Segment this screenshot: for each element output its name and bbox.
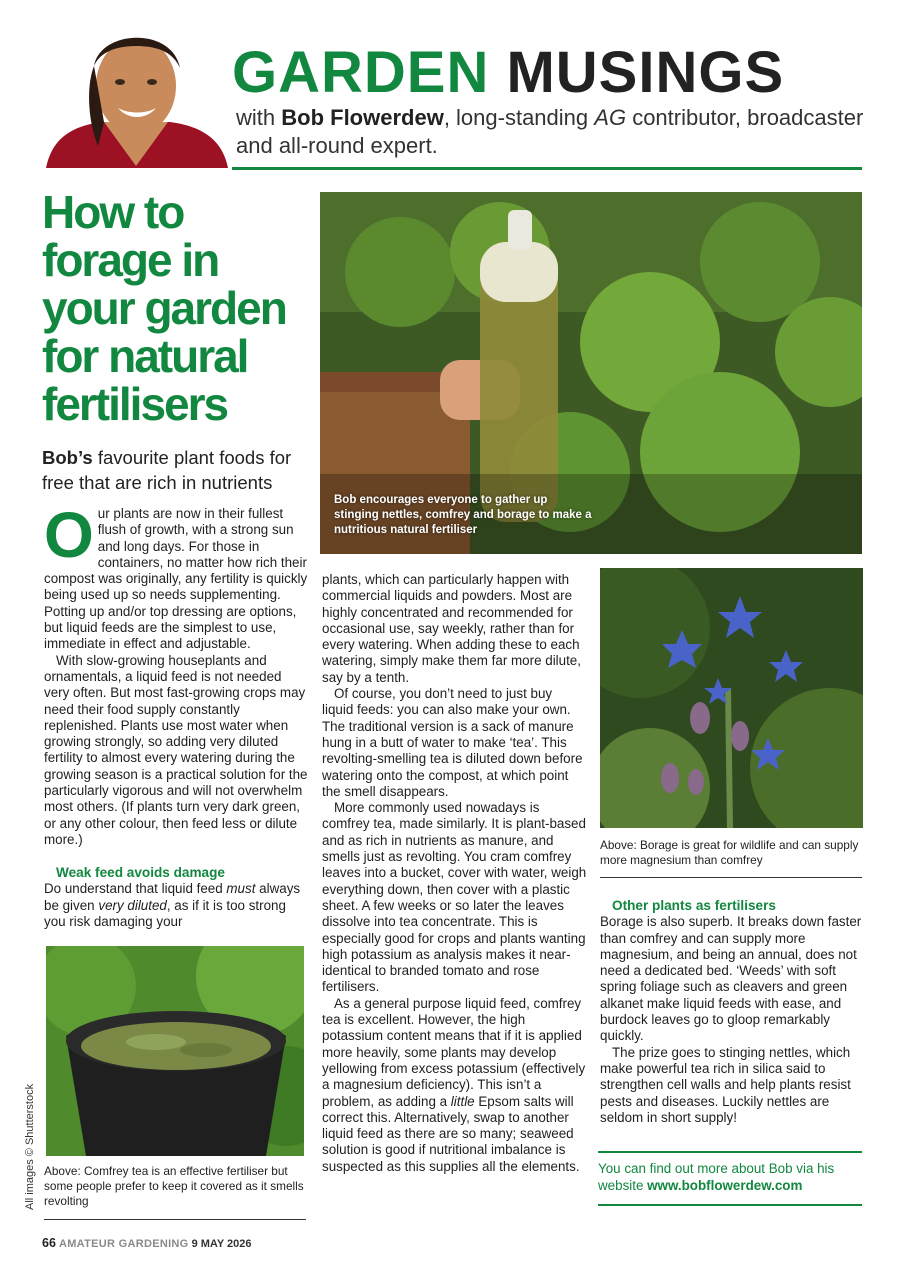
author-name: Bob Flowerdew	[281, 105, 444, 130]
page-number: 66	[42, 1236, 56, 1250]
image-credit: All images © Shutterstock	[24, 1083, 36, 1210]
section-subtitle	[236, 104, 876, 160]
page-footer	[42, 1236, 252, 1250]
drop-cap: O	[44, 499, 94, 571]
info-text: You can find out more about Bob via his website	[598, 1161, 835, 1193]
article-column-1	[44, 499, 309, 848]
comfrey-bucket-photo	[46, 946, 304, 1156]
issue-date: 9 MAY 2026	[191, 1238, 252, 1250]
subtitle-text-1: , long-standing	[443, 105, 589, 130]
subtitle-ag: AG	[594, 105, 627, 130]
main-photo-caption: Bob encourages everyone to gather up stinging nettles, comfrey and borage to make a nutritious natural fertiliser	[334, 494, 592, 536]
standfirst-bold: Bob’s	[42, 447, 93, 468]
info-rule-top	[598, 1151, 862, 1153]
article-standfirst	[42, 445, 312, 495]
paragraph-7: As a general purpose liquid feed, comfrey tea is excellent. However, the high potassium content means that if it is applied more heavily, some plants may develop yellowing from excess potassium (effectively a magnesium deficiency). This isn’t a problem, as adding a little Epsom salts will correct this. Alternatively, swap to another liquid feed as there are so many; seaweed solution is good if nutritional imbalance is suspected as this supplies all the elements.	[322, 995, 586, 1174]
borage-photo	[600, 568, 863, 828]
subtitle-with: with	[236, 105, 276, 130]
website-link[interactable]: www.bobflowerdew.com	[647, 1178, 803, 1193]
article-column-1-continued	[44, 865, 309, 930]
subtitle-text-2: contributor, broadcaster and all-round expert.	[236, 105, 864, 158]
paragraph-8: Borage is also superb. It breaks down faster than comfrey and can supply more magnesium, and being an annual, does not need a dedicated bed. ‘Weeds’ with soft spring foliage such as cleavers and green alkanet make liquid feeds with ease, and burdock leaves go to gloop remarkably quickly.	[600, 914, 862, 1044]
info-rule-bottom	[598, 1204, 862, 1206]
borage-caption-rule	[600, 877, 862, 878]
paragraph-1: ur plants are now in their fullest flush of growth, with a strong sun and long days. For those in containers, no matter how rich their compost was originally, any fertility is quickly being used up so needs supplementing. Potting up and/or top dressing are options, but liquid feeds are the simplest to use, immediate in effect and adjustable.	[44, 506, 308, 652]
paragraph-4: plants, which can particularly happen with commercial liquids and powders. Most are highly concentrated and recommended for occasional use, say weekly, rather than for every watering. When adding these to each watering, simply make them far more dilute, say by a tenth.	[322, 572, 581, 685]
section-title-musings: MUSINGS	[506, 40, 785, 105]
paragraph-5: Of course, you don’t need to just buy liquid feeds: you can also make your own. The traditional version is a sack of manure hung in a butt of water to make ‘tea’. This revolting-smelling tea is diluted down before watering onto the compost, at which point the smell disappears.	[322, 686, 583, 799]
standfirst-text: favourite plant foods for free that are rich in nutrients	[42, 447, 292, 493]
article-headline: How to forage in your garden for natural fertilisers	[42, 186, 286, 430]
section-title-garden: GARDEN	[232, 40, 490, 105]
subhead-weak-feed: Weak feed avoids damage	[56, 865, 225, 880]
article-column-3	[600, 898, 865, 1126]
magazine-name: AMATEUR GARDENING	[58, 1238, 189, 1250]
comfrey-caption: Above: Comfrey tea is an effective fertiliser but some people prefer to keep it covered as it smells revolting	[44, 1164, 304, 1208]
author-portrait	[42, 26, 230, 168]
paragraph-3: Do understand that liquid feed must always be given very diluted, as if it is too strong you risk damaging your	[44, 881, 301, 929]
comfrey-caption-rule	[44, 1219, 306, 1220]
info-box	[598, 1160, 864, 1194]
section-title	[232, 40, 785, 105]
paragraph-2: With slow-growing houseplants and ornamentals, a liquid feed is not needed very often. But most fast-growing crops may need their food supply constantly replenished. Plants use most water when growing strongly, so adding very diluted fertility to almost every watering during the growing season is a practical solution for the particularly vigorous and will not overwhelm most others. (If plants turn very dark green, or any other colour, then feed less or dilute more.)	[44, 652, 308, 847]
paragraph-9: The prize goes to stinging nettles, which make powerful tea rich in silica said to strengthen cell walls and help plants resist pests and diseases. Luckily nettles are seldom in short supply!	[600, 1044, 851, 1125]
paragraph-6: More commonly used nowadays is comfrey tea, made similarly. It is plant-based and as rich in nutrients as manure, and smells just as revolting. You cram comfrey leaves into a bucket, cover with water, weigh everything down, then cover with a plastic sheet. A few weeks or so later the leaves dissolve into tea concentrate. This is especially good for crops and plants wanting high potassium as analysis makes it near-identical to branded tomato and rose fertilisers.	[322, 800, 587, 995]
article-column-2	[322, 572, 587, 1175]
header-divider	[232, 167, 862, 170]
subhead-other-plants: Other plants as fertilisers	[612, 898, 776, 913]
borage-caption: Above: Borage is great for wildlife and can supply more magnesium than comfrey	[600, 838, 859, 867]
